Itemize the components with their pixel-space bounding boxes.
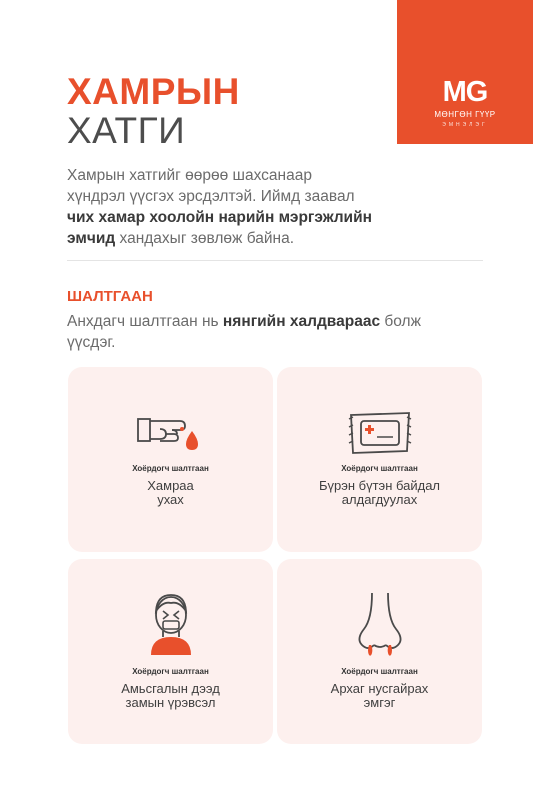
title-line-2: ХАТГИ [67, 110, 186, 151]
cause-card-1 [68, 367, 273, 552]
section-line-2: үүсдэг. [67, 334, 116, 351]
card-name-line-2: алдагдуулах [341, 492, 418, 507]
card-caption: Хоёрдогч шалтгаан [132, 464, 209, 473]
section-paragraph [67, 311, 447, 353]
card-name-line-1: Бүрэн бүтэн байдал [318, 478, 441, 493]
intro-bold-2: эмчид [67, 230, 116, 247]
section-pre: Анхдагч шалтгаан нь [67, 313, 223, 330]
intro-line-2: хүндрэл үүсгэх эрсдэлтэй. Иймд заавал [67, 188, 355, 205]
card-name-line-2: замын үрэвсэл [125, 695, 216, 710]
divider [67, 260, 483, 261]
card-name-line-1: Амьсгалын дээд [121, 681, 220, 696]
card-name-line-2: ухах [157, 492, 184, 507]
intro-tail: хандахыг зөвлөж байна. [115, 230, 295, 247]
intro-paragraph [67, 165, 447, 249]
logo-subtitle: ЭМНЭЛЭГ [442, 122, 488, 128]
section-heading: ШАЛТГААН [67, 288, 153, 305]
nose-bleed-icon [350, 589, 410, 659]
card-caption: Хоёрдогч шалтгаан [132, 667, 209, 676]
card-caption: Хоёрдогч шалтгаан [341, 464, 418, 473]
sick-person-icon [141, 589, 201, 659]
card-name-line-1: Хамраа [147, 478, 194, 493]
cause-card-3 [68, 559, 273, 744]
logo-mark: MG [442, 76, 488, 108]
title-line-1: ХАМРЫН [67, 71, 240, 112]
cause-card-2 [277, 367, 482, 552]
intro-line-1: Хамрын хатгийг өөрөө шахсанаар [67, 167, 312, 184]
card-name-line-1: Архаг нусгайрах [330, 681, 429, 696]
cause-card-4 [277, 559, 482, 744]
card-name-line-2: эмгэг [363, 695, 396, 710]
card-caption: Хоёрдогч шалтгаан [341, 667, 418, 676]
logo-block [397, 0, 533, 144]
section-post: болж [380, 313, 421, 330]
hand-blood-icon [136, 407, 206, 457]
intro-bold-1: чих хамар хоолойн нарийн мэргэжлийн [67, 209, 372, 226]
logo-name: МӨНГӨН ГҮҮР [434, 110, 496, 119]
section-bold: нянгийн халдвараас [222, 313, 381, 330]
bandage-icon [345, 407, 415, 457]
